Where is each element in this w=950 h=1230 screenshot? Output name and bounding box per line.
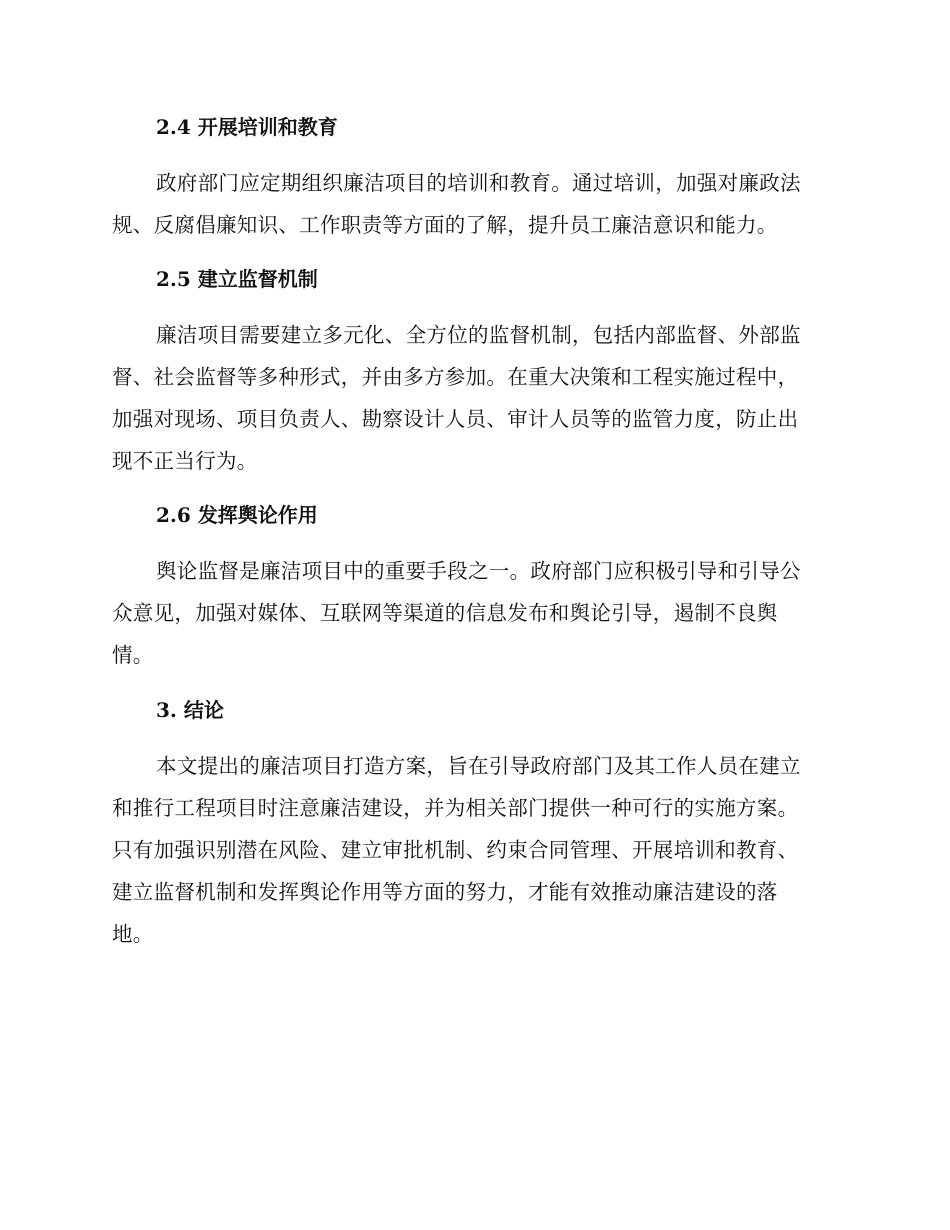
paragraph-line: 众意见，加强对媒体、互联网等渠道的信息发布和舆论引导，遏制不良舆: [112, 601, 778, 625]
section-3-conclusion: [112, 693, 834, 955]
paragraph-line: 督、社会监督等多种形式，并由多方参加。在重大决策和工程实施过程中，: [112, 365, 799, 389]
section-paragraph: [112, 550, 834, 676]
paragraph-line: 规、反腐倡廉知识、工作职责等方面的了解，提升员工廉洁意识和能力。: [112, 213, 778, 237]
paragraph-line: 政府部门应定期组织廉洁项目的培训和教育。通过培训，加强对廉政法: [156, 171, 801, 195]
paragraph-line: 廉洁项目需要建立多元化、全方位的监督机制，包括内部监督、外部监: [156, 323, 801, 347]
section-heading: 2.4 开展培训和教育: [156, 115, 338, 139]
paragraph-line: 地。: [112, 922, 154, 946]
section-2-4: [112, 110, 834, 246]
paragraph-line: 和推行工程项目时注意廉洁建设，并为相关部门提供一种可行的实施方案。: [112, 796, 799, 820]
section-heading: 3. 结论: [156, 698, 224, 722]
paragraph-line: 情。: [112, 643, 154, 667]
section-paragraph: [112, 745, 834, 955]
paragraph-line: 现不正当行为。: [112, 449, 258, 473]
paragraph-line: 只有加强识别潜在风险、建立审批机制、约束合同管理、开展培训和教育、: [112, 838, 799, 862]
paragraph-line: 建立监督机制和发挥舆论作用等方面的努力，才能有效推动廉洁建设的落: [112, 880, 778, 904]
section-2-5: [112, 262, 834, 482]
section-heading: 2.5 建立监督机制: [156, 267, 318, 291]
section-heading: 2.6 发挥舆论作用: [156, 503, 318, 527]
paragraph-line: 本文提出的廉洁项目打造方案，旨在引导政府部门及其工作人员在建立: [156, 754, 801, 778]
section-paragraph: [112, 162, 834, 246]
section-paragraph: [112, 314, 834, 482]
paragraph-line: 加强对现场、项目负责人、勘察设计人员、审计人员等的监管力度，防止出: [112, 407, 799, 431]
paragraph-line: 舆论监督是廉洁项目中的重要手段之一。政府部门应积极引导和引导公: [156, 559, 801, 583]
section-2-6: [112, 498, 834, 676]
